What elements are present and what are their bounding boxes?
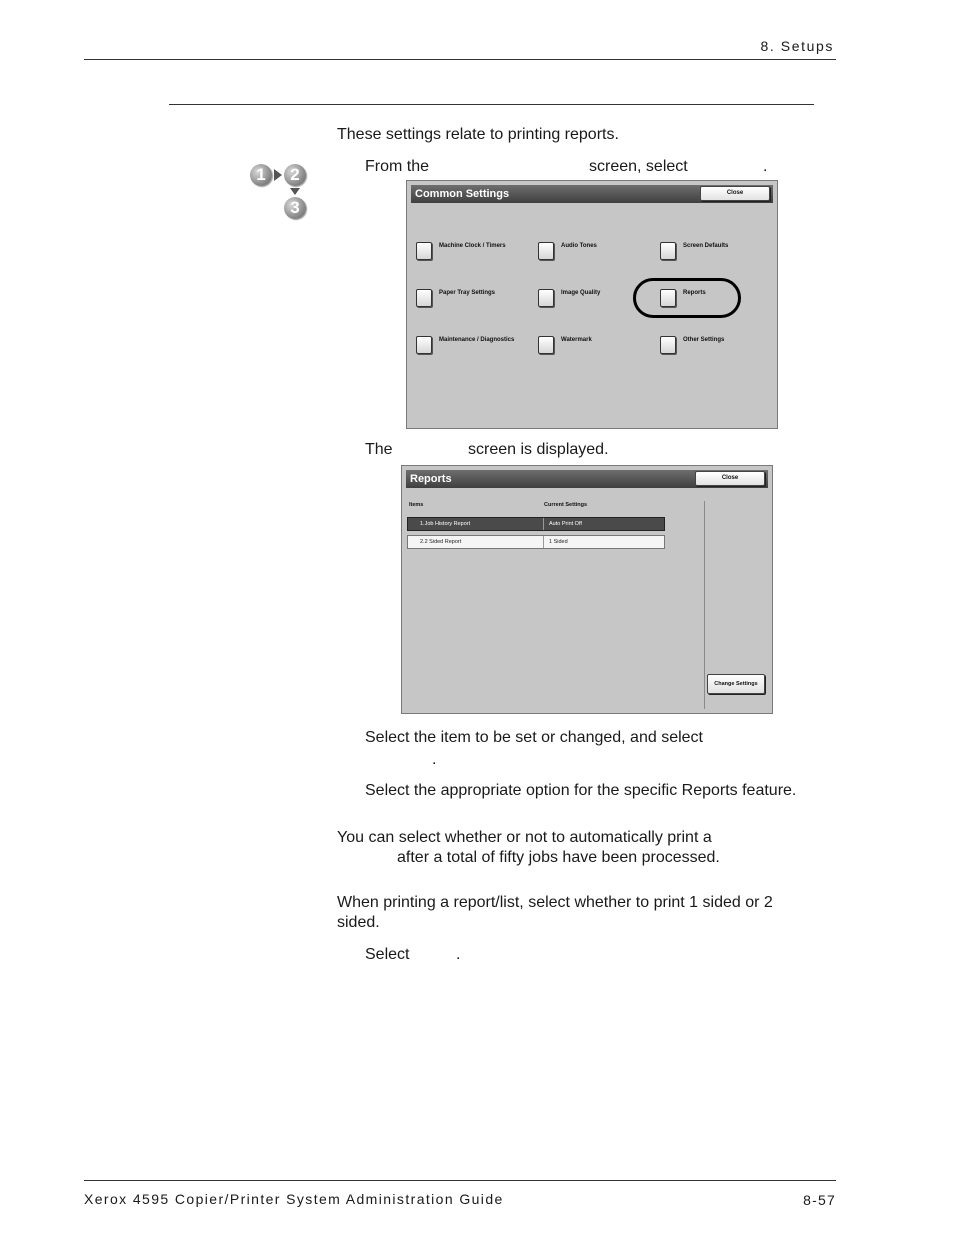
reports-screenshot <box>401 465 773 714</box>
table-row[interactable] <box>407 535 665 549</box>
step2-text-a: The <box>365 441 393 458</box>
step2-text-b: screen is displayed. <box>468 441 609 458</box>
footer-title: Xerox 4595 Copier/Printer System Administration Guide <box>84 1191 504 1207</box>
step-one-icon: 1 <box>250 164 272 186</box>
close-button[interactable]: Close <box>695 471 765 486</box>
row-value: Auto Print Off <box>549 521 582 527</box>
step-two-icon: 2 <box>284 164 306 186</box>
header-rule <box>84 59 836 60</box>
column-header-items: Items <box>409 502 424 508</box>
table-row[interactable] <box>407 517 665 531</box>
footer-rule <box>84 1180 836 1181</box>
step3-text-line1: Select the item to be set or changed, and select <box>365 729 703 746</box>
step3-text-line2: . <box>432 751 437 768</box>
header-section-label: 8. Setups <box>760 38 834 54</box>
change-settings-button[interactable]: Change Settings <box>707 674 765 694</box>
common-settings-title: Common Settings <box>411 185 773 203</box>
row-item: 1.Job History Report <box>420 521 471 527</box>
two-sided-desc-line2: sided. <box>337 914 380 931</box>
job-history-desc-line2: after a total of fifty jobs have been processed. <box>397 849 720 866</box>
row-value: 1 Sided <box>549 539 568 545</box>
steps-icon <box>248 160 312 224</box>
step-three-icon: 3 <box>284 197 306 219</box>
close-button[interactable]: Close <box>700 186 770 201</box>
two-sided-desc-line1: When printing a report/list, select whether to print 1 sided or 2 <box>337 894 773 911</box>
step5-text-b: . <box>456 946 461 963</box>
step4-text: Select the appropriate option for the specific Reports feature. <box>365 782 797 799</box>
job-history-desc-line1: You can select whether or not to automatically print a <box>337 829 712 846</box>
intro-text: These settings relate to printing reports. <box>337 126 619 143</box>
section-rule <box>169 104 814 105</box>
common-settings-screenshot: Common Settings Close Machine Clock / Timers Audio Tones Screen Defaults Paper Tray Settings Image Quality Reports Maintenance / Diagnostics Watermark Other Settings <box>406 180 778 429</box>
arrow-down-icon <box>290 188 300 195</box>
step1-text-a: From the <box>365 158 430 175</box>
step1-text-b: screen, select <box>589 158 688 175</box>
row-item: 2.2 Sided Report <box>420 539 462 545</box>
reports-highlight-ring <box>633 278 741 318</box>
panel-divider <box>704 501 705 709</box>
step1-text-c: . <box>763 158 768 175</box>
page-number: 8-57 <box>803 1192 836 1208</box>
step5-text-a: Select <box>365 946 410 963</box>
reports-title: Reports <box>406 470 768 488</box>
column-header-current-settings: Current Settings <box>544 502 588 508</box>
arrow-right-icon <box>274 169 282 181</box>
